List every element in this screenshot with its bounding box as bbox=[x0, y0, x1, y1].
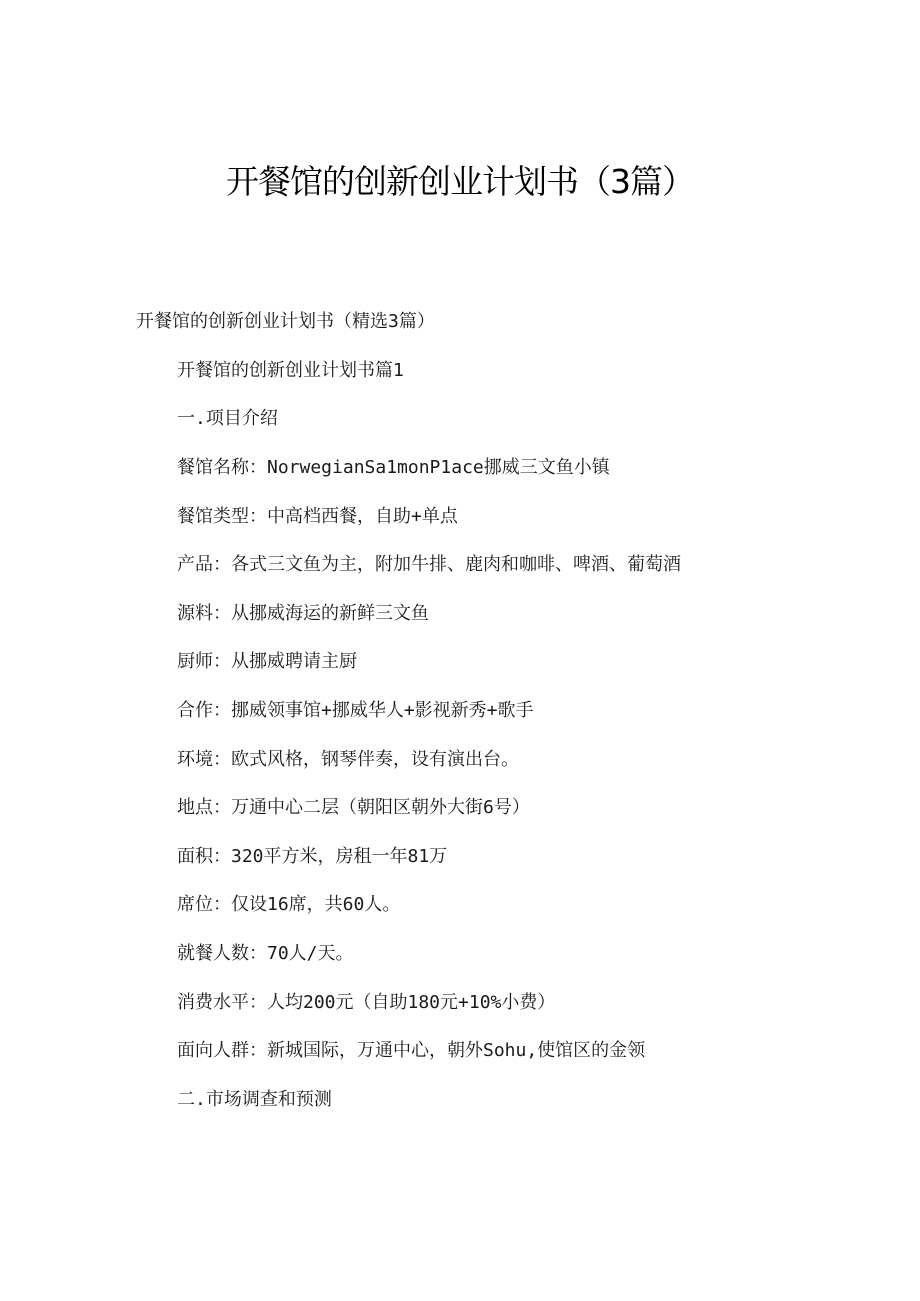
restaurant-name-line: 餐馆名称：NorwegianSa1monP1ace挪威三文鱼小镇 bbox=[177, 457, 610, 478]
restaurant-type-line: 餐馆类型：中高档西餐，自助+单点 bbox=[177, 506, 458, 527]
products-line: 产品：各式三文鱼为主，附加牛排、鹿肉和咖啡、啤酒、葡萄酒 bbox=[177, 554, 681, 575]
ingredients-line: 源料：从挪威海运的新鲜三文鱼 bbox=[177, 603, 429, 624]
document-title: 开餐馆的创新创业计划书（3篇） bbox=[226, 162, 694, 201]
consumption-line: 消费水平：人均200元（自助180元+10%小费） bbox=[177, 992, 556, 1013]
area-line: 面积：320平方米，房租一年81万 bbox=[177, 846, 448, 867]
target-group-line: 面向人群：新城国际，万通中心，朝外Sohu,使馆区的金领 bbox=[177, 1040, 646, 1061]
chef-line: 厨师：从挪威聘请主厨 bbox=[177, 651, 357, 672]
heading-market-research: 二.市场调查和预测 bbox=[177, 1089, 332, 1110]
location-line: 地点：万通中心二层（朝阳区朝外大街6号） bbox=[177, 797, 530, 818]
cooperation-line: 合作：挪威领事馆+挪威华人+影视新秀+歌手 bbox=[177, 700, 534, 721]
heading-project-intro: 一.项目介绍 bbox=[177, 408, 278, 429]
section-title: 开餐馆的创新创业计划书篇1 bbox=[177, 360, 404, 381]
document-intro: 开餐馆的创新创业计划书（精选3篇） bbox=[136, 311, 435, 332]
seats-line: 席位：仅设16席，共60人。 bbox=[177, 894, 401, 915]
environment-line: 环境：欧式风格，钢琴伴奏，设有演出台。 bbox=[177, 749, 519, 770]
diners-line: 就餐人数：70人/天。 bbox=[177, 943, 354, 964]
